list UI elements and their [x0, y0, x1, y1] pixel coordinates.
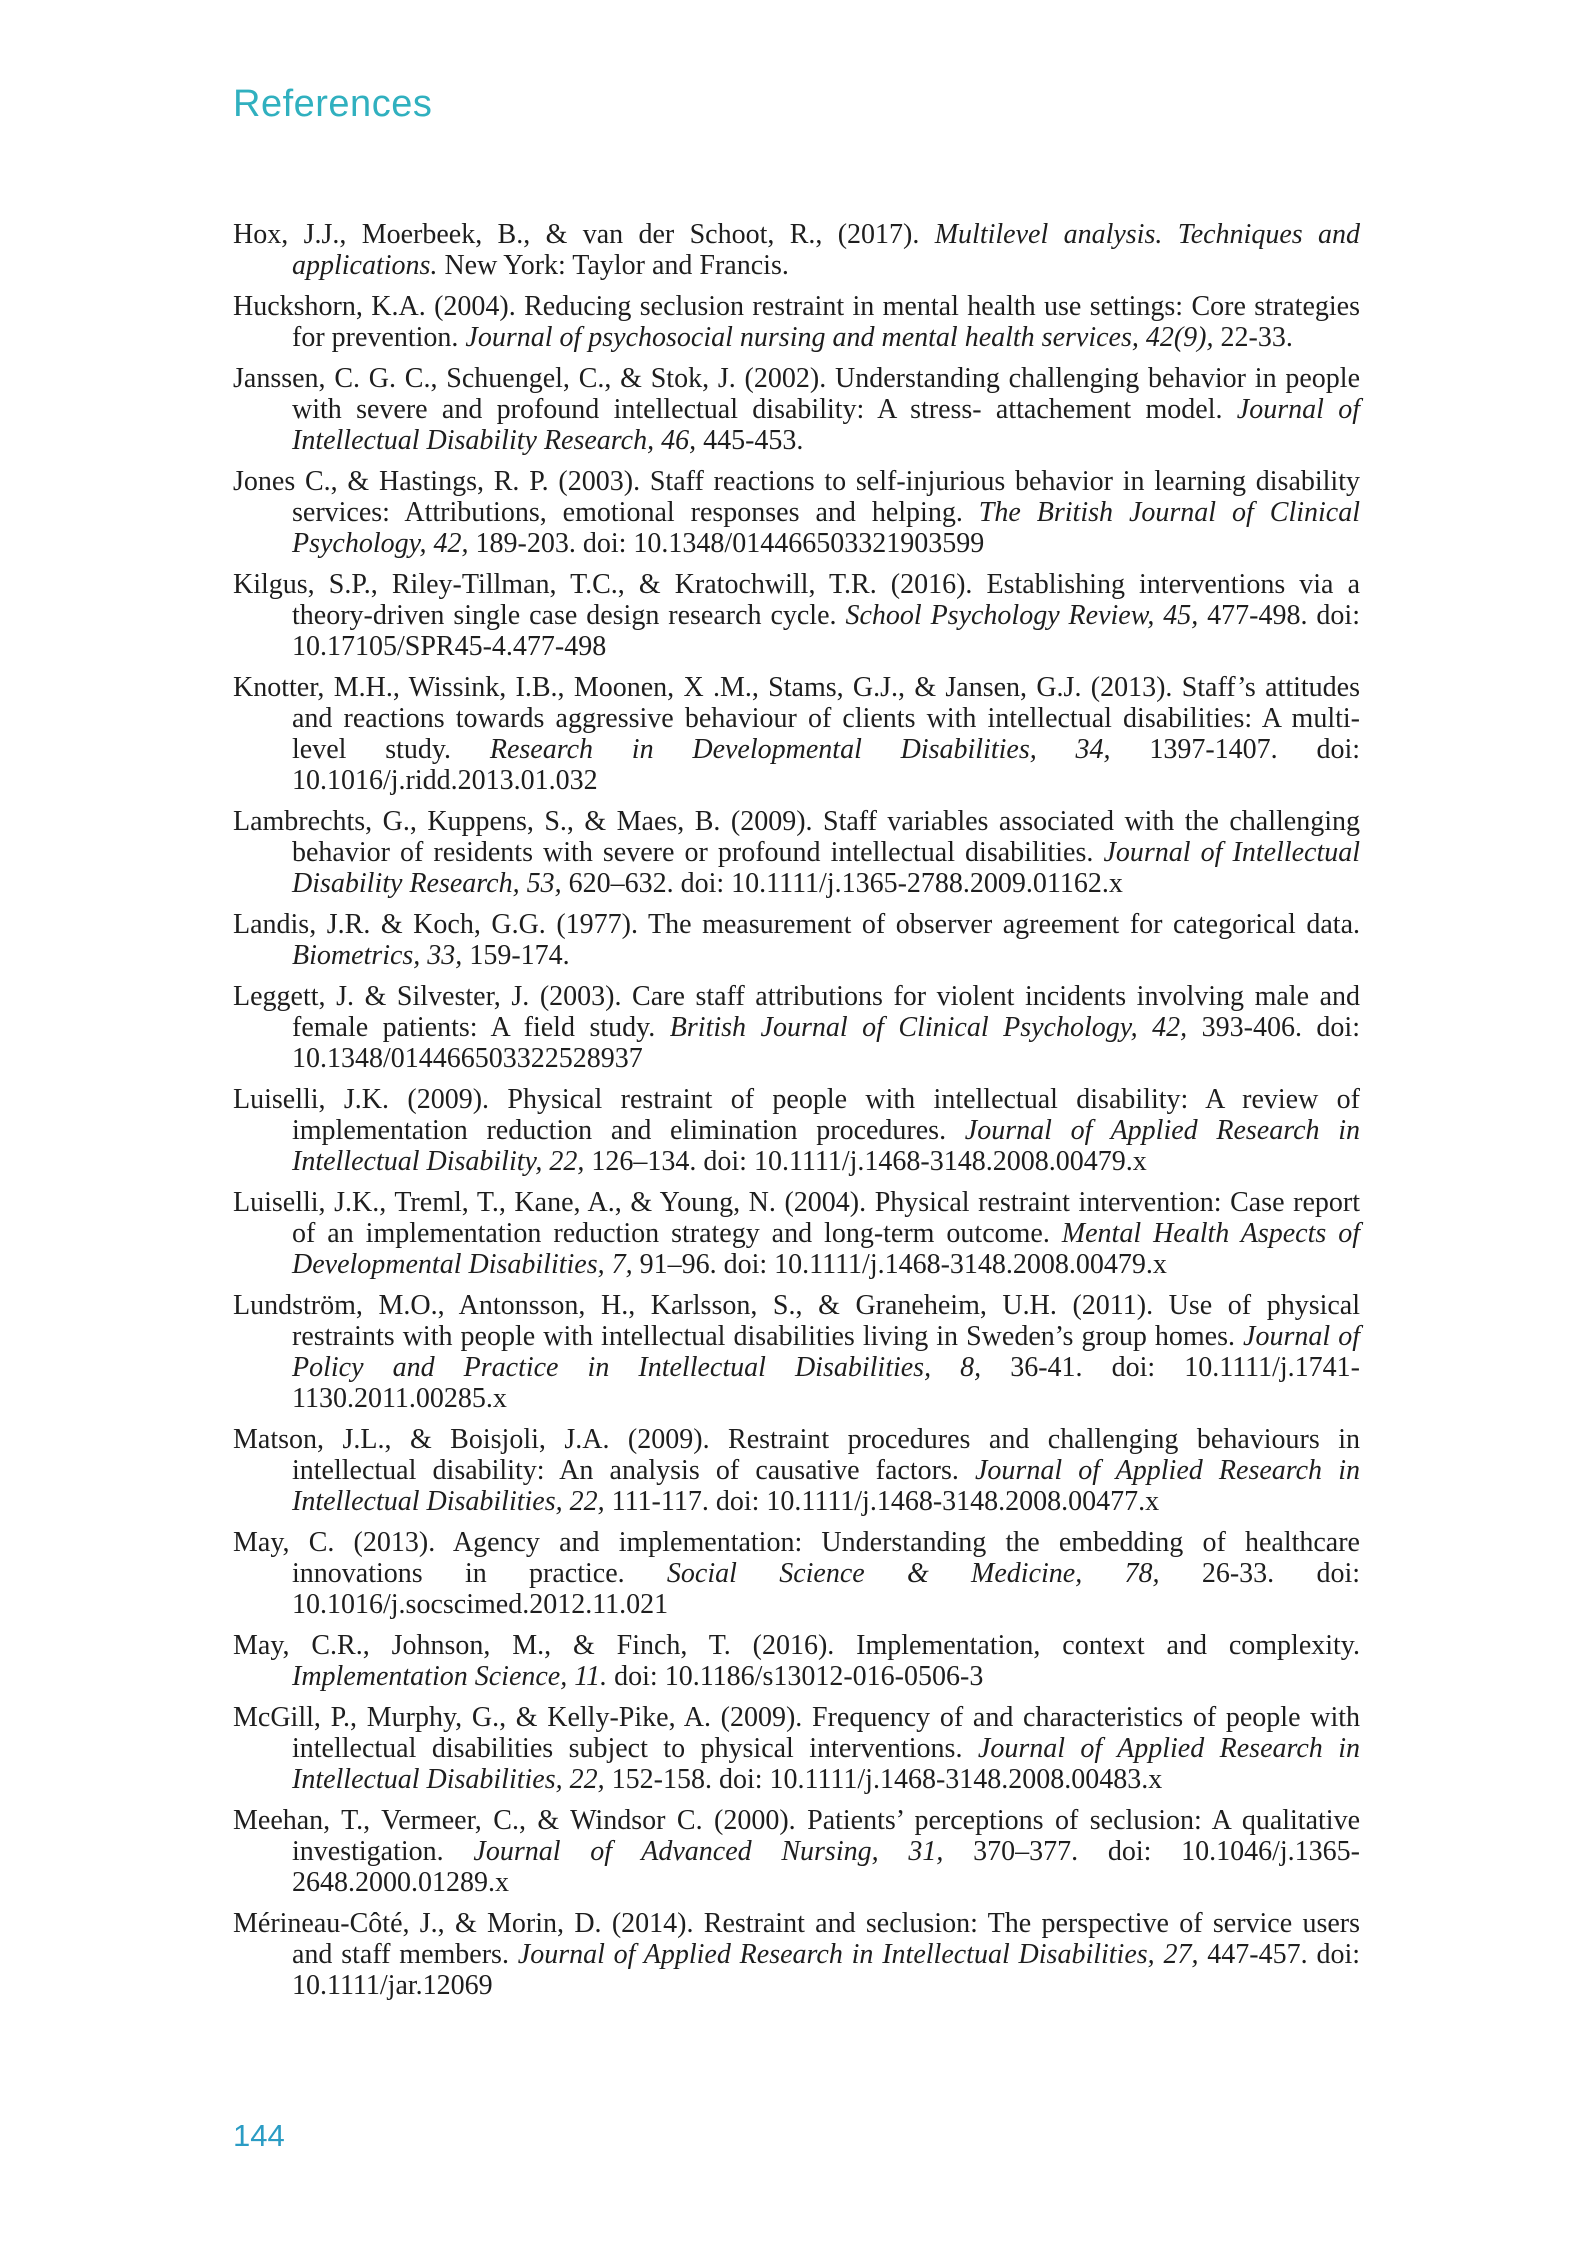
reference-text: 393-406. doi: 10.1348/014466503322528937: [292, 1012, 1360, 1074]
reference-entry: [233, 569, 1360, 662]
reference-text: Lundström, M.O., Antonsson, H., Karlsson, S., & Graneheim, U.H. (2011). Use of physical restraints with people with intellectual disabilities living in Sweden’s group homes.: [233, 1290, 1360, 1352]
reference-entry: [233, 1424, 1360, 1517]
reference-text: 620–632. doi: 10.1111/j.1365-2788.2009.01162.x: [561, 868, 1123, 899]
reference-text: 477-498. doi: 10.17105/SPR45-4.477-498: [292, 600, 1360, 662]
reference-text: 152-158. doi: 10.1111/j.1468-3148.2008.00483.x: [604, 1764, 1163, 1795]
reference-journal-title: Journal of Policy and Practice in Intellectual Disabilities, 8,: [292, 1321, 1360, 1383]
reference-text: New York: Taylor and Francis.: [437, 250, 789, 281]
reference-journal-title: Mental Health Aspects of Developmental Disabilities, 7,: [292, 1218, 1360, 1280]
reference-entry: [233, 806, 1360, 899]
page-title: References: [233, 83, 433, 125]
reference-text: doi: 10.1186/s13012-016-0506-3: [607, 1661, 984, 1692]
reference-text: Leggett, J. & Silvester, J. (2003). Care staff attributions for violent incidents involving male and female patients: A field study.: [233, 981, 1360, 1043]
reference-text: Huckshorn, K.A. (2004). Reducing seclusion restraint in mental health use settings: Core strategies for prevention.: [233, 291, 1360, 353]
reference-text: Hox, J.J., Moerbeek, B., & van der Schoot, R., (2017).: [233, 219, 935, 250]
reference-text: 36-41. doi: 10.1111/j.1741-1130.2011.00285.x: [292, 1352, 1360, 1414]
reference-text: May, C.R., Johnson, M., & Finch, T. (2016). Implementation, context and complexity.: [233, 1630, 1360, 1661]
reference-journal-title: Journal of Applied Research in Intellectual Disabilities, 27,: [517, 1939, 1199, 1970]
reference-text: 159-174.: [462, 940, 570, 971]
reference-journal-title: British Journal of Clinical Psychology, 42,: [669, 1012, 1188, 1043]
reference-entry: [233, 1908, 1360, 2001]
reference-text: 445-453.: [696, 425, 804, 456]
reference-entry: [233, 1702, 1360, 1795]
reference-journal-title: Social Science & Medicine, 78,: [666, 1558, 1160, 1589]
reference-journal-title: Biometrics, 33,: [292, 940, 463, 971]
reference-text: 189-203. doi: 10.1348/014466503321903599: [468, 528, 985, 559]
reference-entry: [233, 1084, 1360, 1177]
reference-text: Landis, J.R. & Koch, G.G. (1977). The measurement of observer agreement for categorical data.: [233, 909, 1360, 940]
reference-entry: [233, 672, 1360, 796]
reference-text: 370–377. doi: 10.1046/j.1365-2648.2000.01289.x: [292, 1836, 1360, 1898]
reference-text: McGill, P., Murphy, G., & Kelly-Pike, A. (2009). Frequency of and characteristics of people with intellectual disabilities subject to physical interventions.: [233, 1702, 1360, 1764]
reference-journal-title: Journal of psychosocial nursing and mental health services, 42(9),: [465, 322, 1214, 353]
reference-text: Janssen, C. G. C., Schuengel, C., & Stok, J. (2002). Understanding challenging behavior in people with severe and profound intellectual disability: A stress- attachement model.: [233, 363, 1360, 425]
reference-journal-title: Multilevel analysis. Techniques and applications.: [292, 219, 1360, 281]
reference-entry: [233, 909, 1360, 971]
reference-entry: [233, 291, 1360, 353]
reference-entry: [233, 466, 1360, 559]
reference-text: May, C. (2013). Agency and implementation: Understanding the embedding of healthcare innovations in practice.: [233, 1527, 1360, 1589]
reference-entry: [233, 1187, 1360, 1280]
reference-journal-title: Implementation Science, 11.: [292, 1661, 608, 1692]
reference-text: Matson, J.L., & Boisjoli, J.A. (2009). Restraint procedures and challenging behaviours in intellectual disability: An analysis of causative factors.: [233, 1424, 1360, 1486]
reference-journal-title: Journal of Intellectual Disability Research, 46,: [292, 394, 1360, 456]
reference-text: 111-117. doi: 10.1111/j.1468-3148.2008.00477.x: [604, 1486, 1160, 1517]
reference-journal-title: School Psychology Review, 45,: [845, 600, 1199, 631]
reference-journal-title: Journal of Intellectual Disability Research, 53,: [292, 837, 1361, 899]
reference-text: 447-457. doi: 10.1111/jar.12069: [292, 1939, 1360, 2001]
reference-text: Knotter, M.H., Wissink, I.B., Moonen, X .M., Stams, G.J., & Jansen, G.J. (2013). Staff’s attitudes and reactions towards aggressive behaviour of clients with intellectual disabilities: A multi-level study.: [233, 672, 1360, 765]
reference-entry: [233, 1527, 1360, 1620]
reference-entry: [233, 1630, 1360, 1692]
reference-entry: [233, 219, 1360, 281]
reference-text: 1397-1407. doi: 10.1016/j.ridd.2013.01.032: [292, 734, 1361, 796]
reference-text: Luiselli, J.K. (2009). Physical restraint of people with intellectual disability: A review of implementation reduction and elimination procedures.: [233, 1084, 1360, 1146]
reference-text: 22-33.: [1213, 322, 1293, 353]
reference-journal-title: Journal of Advanced Nursing, 31,: [473, 1836, 944, 1867]
references-list: [233, 219, 1360, 2011]
page-number: 144: [233, 2118, 285, 2153]
reference-text: 91–96. doi: 10.1111/j.1468-3148.2008.00479.x: [632, 1249, 1167, 1280]
reference-text: Meehan, T., Vermeer, C., & Windsor C. (2000). Patients’ perceptions of seclusion: A qualitative investigation.: [233, 1805, 1360, 1867]
reference-journal-title: Research in Developmental Disabilities, 34,: [489, 734, 1111, 765]
reference-text: Lambrechts, G., Kuppens, S., & Maes, B. (2009). Staff variables associated with the challenging behavior of residents with severe or profound intellectual disabilities.: [233, 806, 1360, 868]
reference-entry: [233, 363, 1360, 456]
reference-journal-title: Journal of Applied Research in Intellectual Disability, 22,: [292, 1115, 1361, 1177]
reference-entry: [233, 1805, 1360, 1898]
reference-text: 26-33. doi: 10.1016/j.socscimed.2012.11.021: [292, 1558, 1361, 1620]
reference-journal-title: The British Journal of Clinical Psychology, 42,: [292, 497, 1360, 559]
reference-text: Kilgus, S.P., Riley-Tillman, T.C., & Kratochwill, T.R. (2016). Establishing interventions via a theory-driven single case design research cycle.: [233, 569, 1360, 631]
reference-journal-title: Journal of Applied Research in Intellectual Disabilities, 22,: [292, 1733, 1360, 1795]
reference-entry: [233, 1290, 1360, 1414]
reference-journal-title: Journal of Applied Research in Intellectual Disabilities, 22,: [292, 1455, 1360, 1517]
reference-text: Luiselli, J.K., Treml, T., Kane, A., & Young, N. (2004). Physical restraint intervention: Case report of an implementation reduction strategy and long-term outcome.: [233, 1187, 1360, 1249]
reference-text: Mérineau-Côté, J., & Morin, D. (2014). Restraint and seclusion: The perspective of service users and staff members.: [233, 1908, 1360, 1970]
reference-entry: [233, 981, 1360, 1074]
reference-text: 126–134. doi: 10.1111/j.1468-3148.2008.00479.x: [584, 1146, 1147, 1177]
reference-text: Jones C., & Hastings, R. P. (2003). Staff reactions to self-injurious behavior in learning disability services: Attributions, emotional responses and helping.: [233, 466, 1360, 528]
